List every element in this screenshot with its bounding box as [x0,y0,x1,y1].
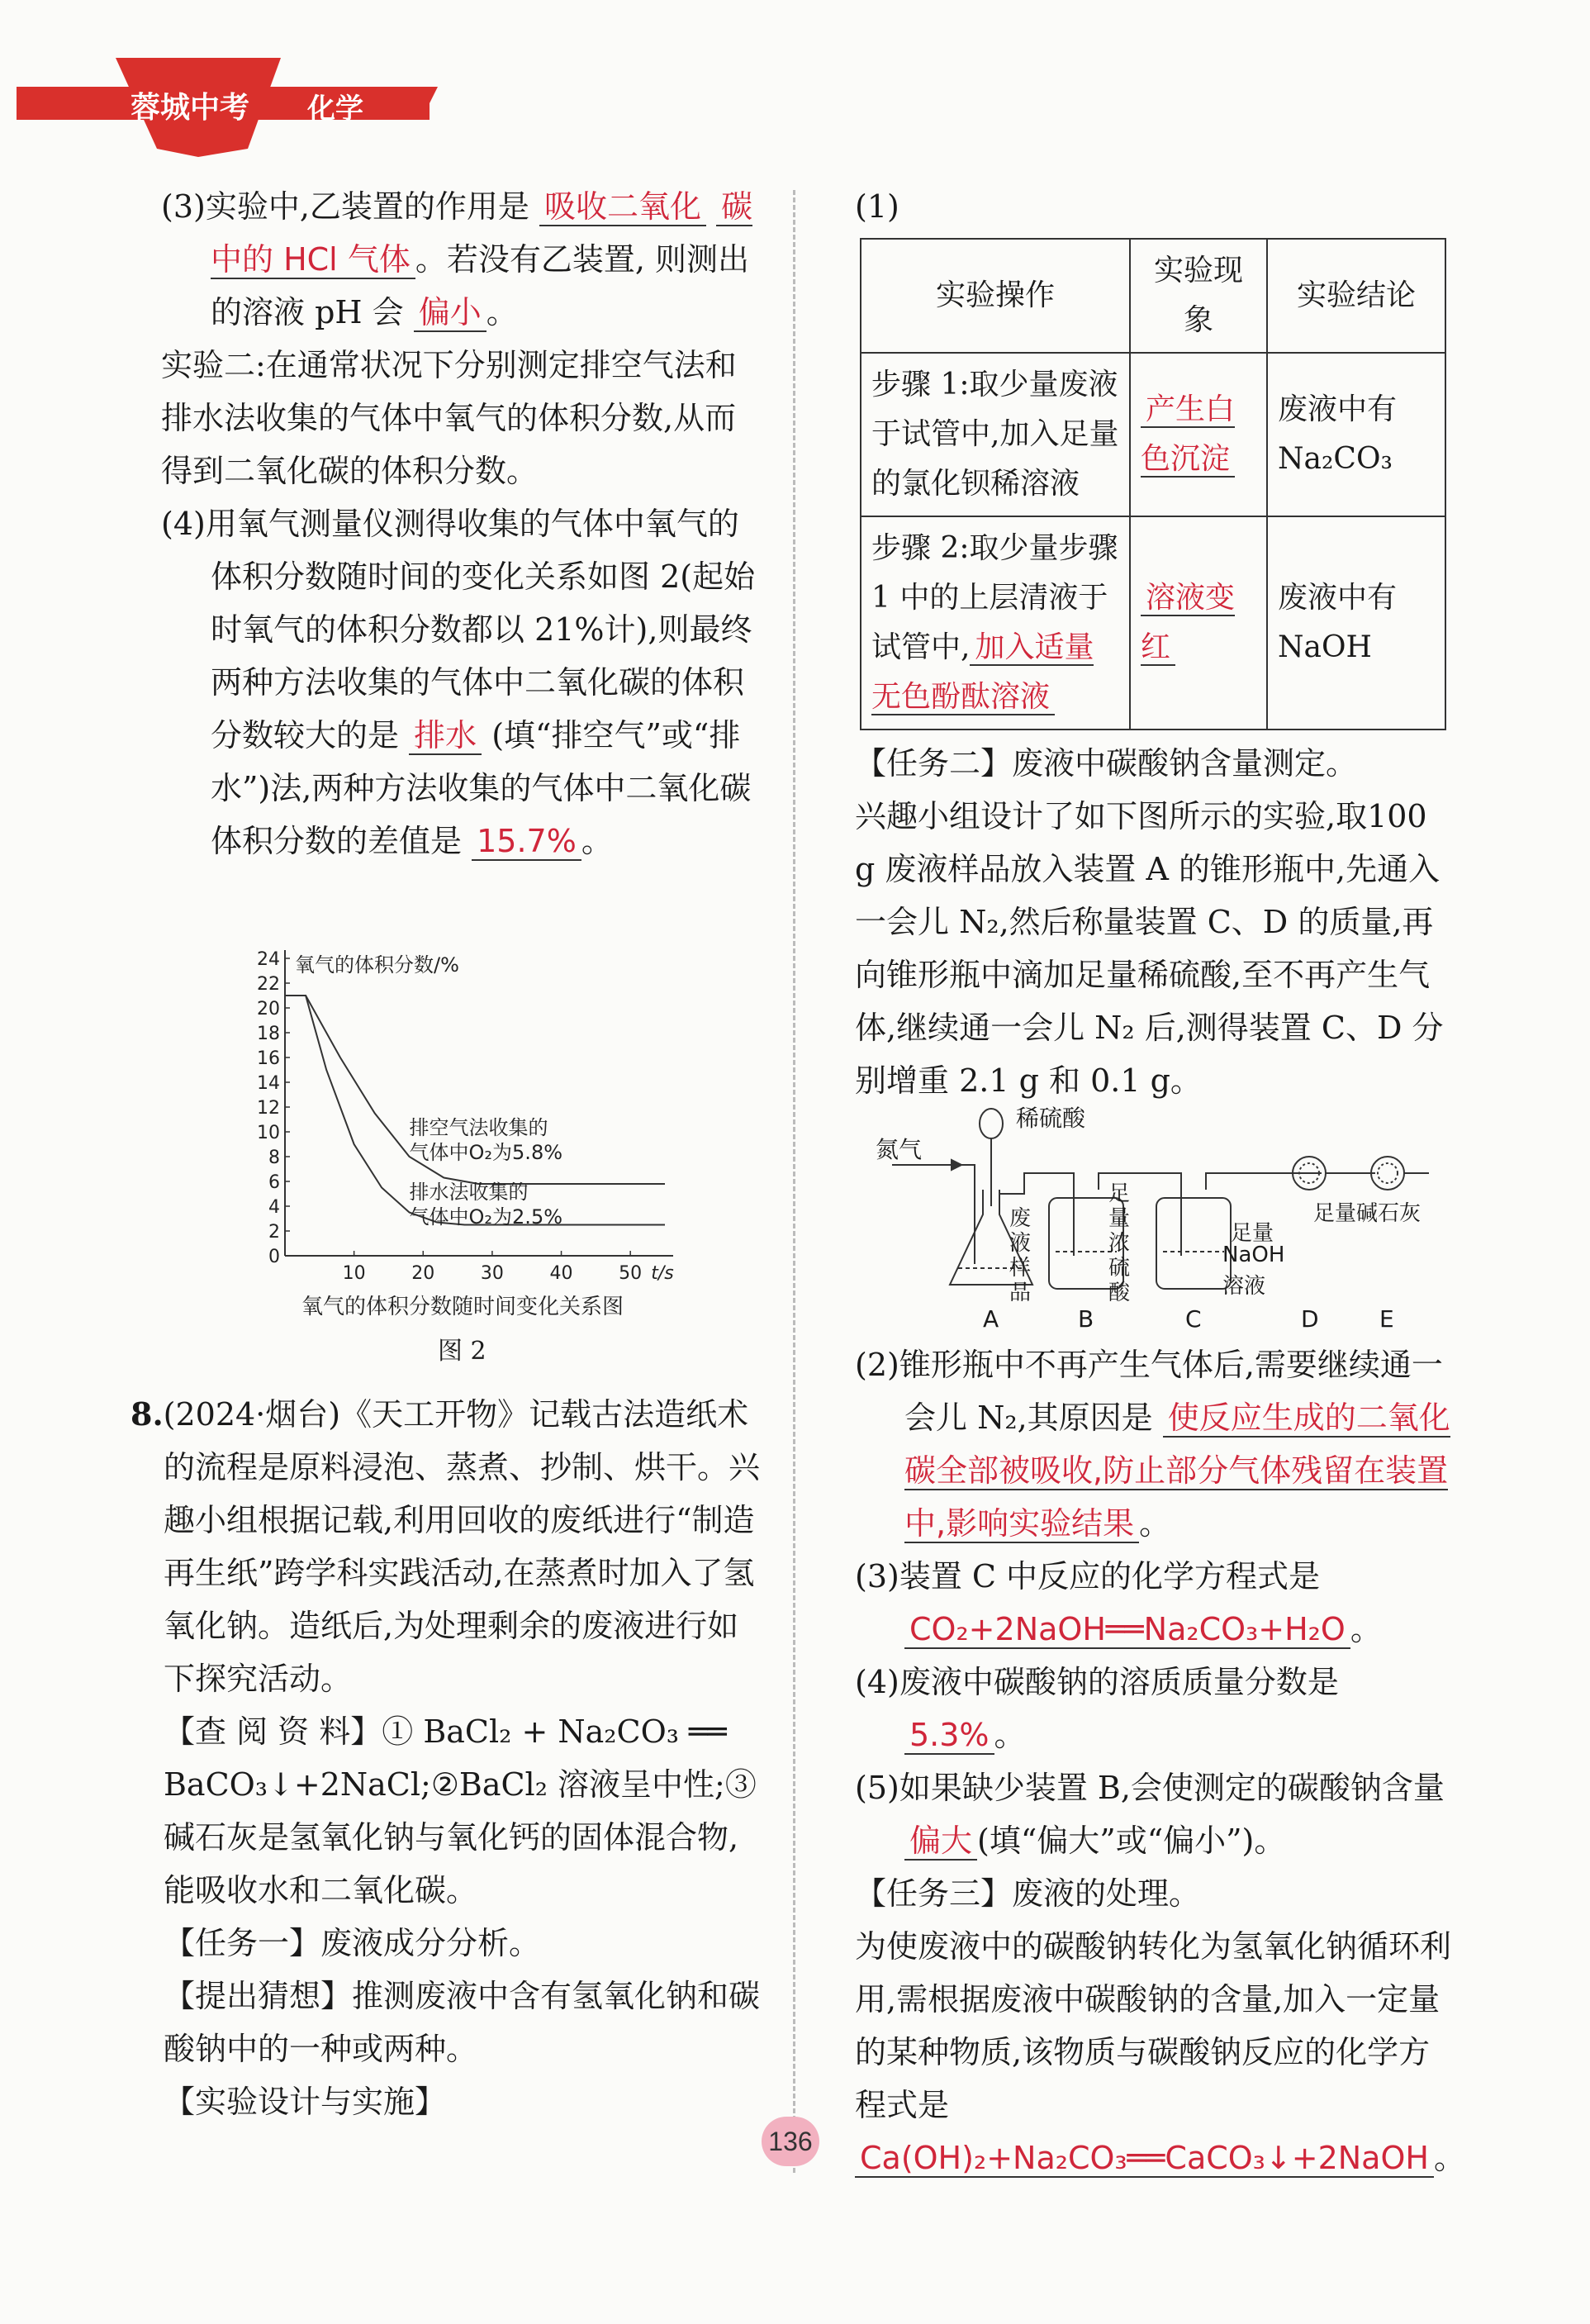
q4-right [855,1656,1458,1761]
q4-text-c: 。 [581,823,613,859]
q8-text: (2024·烟台)《天工开物》记载古法造纸术的流程是原料浸泡、蒸煮、抄制、烘干。兴趣小组根据记载,利用回收的废纸进行“制造再生纸”跨学科实践活动,在蒸煮时加入了氢氧化钠。造纸后,为处理剩余的废液进行如下探究活动。 [163,1396,761,1697]
row2-answer: 溶液变红 [1141,581,1236,664]
q5-right [855,1761,1458,1867]
header [0,50,463,157]
q4-text: (4)用氧气测量仪测得收集的气体中氧气的体积分数随时间的变化关系如图 2(起始时氧气的体积分数都以 21%计),则最终两种方法收集的气体中二氧化碳的体积分数较大的是 [161,506,756,753]
task-2: 【任务二】废液中碳酸钠含量测定。 [855,745,1358,782]
left-column [161,180,764,867]
experiment-2: 实验二:在通常状况下分别测定排空气法和排水法收集的气体中氧气的体积分数,从而得到二氧化碳的体积分数。 [161,347,737,489]
series-label: 气体中O₂为2.5% [409,1205,563,1229]
figure-2 [223,934,719,1366]
q3-answer-1: 吸收二氧化 [539,188,706,226]
task-3-answer: Ca(OH)₂+Na₂CO₃══CaCO₃↓+2NaOH [855,2140,1434,2178]
q2-text: (2)锥形瓶中不再产生气体后,需要继续通一会儿 N₂,其原因是 [855,1347,1443,1436]
task-3-body: 为使废液中的碳酸钠转化为氢氧化钠循环利用,需根据废液中碳酸钠的含量,加入一定量的某种物质,该物质与碳酸钠反应的化学方程式是 [855,1928,1452,2123]
q2-answer: 使反应生成的二氧化碳全部被吸收,防止部分气体残留在装置中,影响实验结果 [904,1400,1450,1542]
naoh-label-1: 足量 [1231,1221,1274,1246]
q3-right [855,1550,1458,1656]
q4-right-text: (4)废液中碳酸钠的溶质质量分数是 [855,1664,1339,1700]
q3-answer-1b: 碳中的 HCl 气体 [211,188,753,278]
label-a: A [983,1305,999,1333]
y-tick-label: 12 [257,1098,280,1119]
design-label: 【实验设计与实施】 [164,2084,447,2120]
x-tick-label: 50 [619,1263,643,1284]
table-header: 实验操作 [861,239,1130,353]
y-tick-label: 16 [257,1048,280,1069]
y-tick-label: 0 [268,1247,280,1267]
y-tick-label: 22 [257,974,280,995]
series-label: 排水法收集的 [409,1181,529,1204]
q3-right-text: (3)装置 C 中反应的化学方程式是 [855,1558,1321,1594]
q4-right-text-b: 。 [994,1717,1026,1753]
y-tick-label: 4 [268,1197,280,1218]
column-divider [793,190,795,2173]
task-2-text: 兴趣小组设计了如下图所示的实验,取100 g 废液样品放入装置 A 的锥形瓶中,先通入一会儿 N₂,然后称量装置 C、D 的质量,再向锥形瓶中滴加足量稀硫酸,至不再产生气体,继续通一会儿 N₂ 后,测得装置 C、D 分别增重 2.1 g 和 0.1 g。 [855,798,1444,1099]
series-label: 气体中O₂为5.8% [409,1141,563,1164]
h2so4-label: 足量浓硫酸 [1108,1181,1131,1305]
q4-answer-1: 排水 [409,717,482,755]
left-column-lower [131,1388,764,2128]
row1-conclusion: 废液中有 Na₂CO₃ [1267,353,1445,516]
figure-caption: 图 2 [438,1337,486,1366]
q3-text-b: 。若没有乙装置, [415,241,645,278]
sample-label: 废液样品 [1009,1206,1032,1305]
y-tick-label: 14 [257,1073,280,1094]
q5-answer: 偏大 [904,1823,977,1861]
y-tick-label: 18 [257,1024,280,1044]
q3-left [161,180,764,339]
row1-answer: 产生白色沉淀 [1141,392,1236,476]
q3-text-c: 则测出的溶液 pH 会 [211,241,750,330]
q3-right-text-b: 。 [1350,1611,1382,1647]
x-tick-label: 40 [549,1263,573,1284]
task-3: 【任务三】废液的处理。 [855,1875,1201,1912]
reference-label: 【查 阅 资 料】 [164,1713,382,1750]
row1-operation: 步骤 1:取少量废液于试管中,加入足量的氯化钡稀溶液 [861,353,1130,516]
row1-phenomenon [1130,353,1267,516]
row2-phenomenon [1130,516,1267,730]
y-tick-label: 8 [268,1148,280,1168]
q8 [131,1388,764,1705]
q5-text: (5)如果缺少装置 B,会使测定的碳酸钠含量 [855,1770,1445,1806]
x-axis-label: t/s [651,1263,674,1284]
row2-text: 步骤 2:取少量步骤 1 中的上层清液于试管中, [871,531,1118,664]
label-b: B [1078,1305,1094,1333]
x-tick-label: 20 [411,1263,435,1284]
series-label: 排空气法收集的 [409,1116,548,1139]
lime-label: 足量碱石灰 [1313,1201,1422,1226]
row2-op-answer: 加入适量无色酚酞溶液 [871,630,1094,714]
hypothesis: 【提出猜想】推测废液中含有氢氧化钠和碳酸钠中的一种或两种。 [164,1978,761,2067]
q8-number: 8. [131,1395,164,1433]
label-c: C [1185,1305,1202,1333]
experiment-table [860,238,1446,730]
row2-conclusion: 废液中有 NaOH [1267,516,1445,730]
task-1: 【任务一】废液成分分析。 [164,1925,541,1961]
label-d: D [1301,1305,1319,1333]
brand-logo: 蓉城中考 [131,91,250,125]
naoh-label-3: 溶液 [1222,1274,1266,1299]
q4-answer-2: 15.7% [472,823,581,861]
q2-text-b: 。 [1139,1505,1171,1542]
q3-text-d: 。 [486,294,518,330]
q3-right-answer: CO₂+2NaOH══Na₂CO₃+H₂O [904,1611,1350,1649]
q3-text: (3)实验中,乙装置的作用是 [161,188,529,225]
y-tick-label: 20 [257,999,280,1019]
task-3-text-b: 。 [1433,2140,1465,2176]
reference [131,1705,764,1917]
y-tick-label: 6 [268,1172,280,1193]
q4-right-answer: 5.3% [904,1717,994,1755]
reference-text: ① BaCl₂ + Na₂CO₃ ══ BaCO₃↓+2NaCl;②BaCl₂ 溶液呈中性;③碱石灰是氢氧化钠与氧化钙的固体混合物,能吸收水和二氧化碳。 [164,1713,757,1908]
apparatus-diagram [859,1074,1487,1338]
right-column-lower [855,1338,1465,2184]
table-header: 实验结论 [1267,239,1445,353]
table-header: 实验现象 [1130,239,1267,353]
x-tick-label: 30 [480,1263,504,1284]
label-e: E [1379,1305,1394,1333]
y-tick-label: 24 [257,949,280,970]
subject-label: 化学 [307,93,363,126]
right-column [855,180,1450,1107]
task-3-text [855,1920,1465,2184]
page-number: 136 [762,2117,819,2166]
q2-right [855,1338,1458,1550]
naoh-label-2: NaOH [1222,1243,1285,1267]
q4-text-b: (填“排空气”或“排水”)法,两种方法收集的气体中二氧化碳体积分数的差值是 [211,717,752,859]
y-axis-label: 氧气的体积分数/% [295,953,459,977]
row2-operation [861,516,1130,730]
y-tick-label: 2 [268,1222,280,1243]
oxygen-chart [223,934,719,1322]
gas-label: 氮气 [876,1136,923,1163]
q4-left [161,497,764,867]
chart-title: 氧气的体积分数随时间变化关系图 [301,1295,624,1319]
q1-label: (1) [855,188,899,225]
q5-text-b: (填“偏大”或“偏小”)。 [977,1823,1286,1859]
y-tick-label: 10 [257,1123,280,1143]
x-tick-label: 10 [342,1263,366,1284]
q3-answer-2: 偏小 [414,294,486,332]
acid-label: 稀硫酸 [1016,1105,1086,1132]
